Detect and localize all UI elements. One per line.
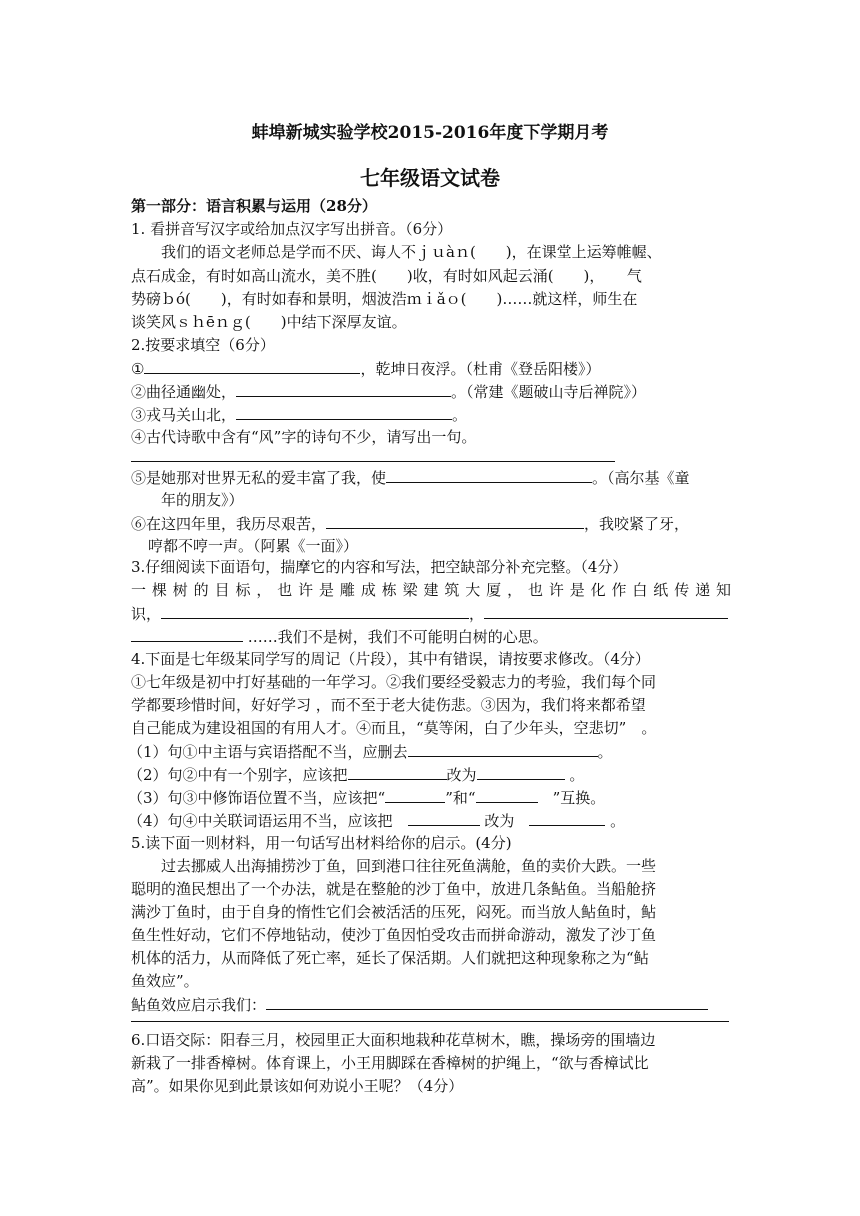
q3-line1: 一棵树的目标，也许是雕成栋梁建筑大厦，也许是化作白纸传递知 xyxy=(131,581,731,599)
q2-c-blank[interactable] xyxy=(236,404,452,420)
q2-e-blank[interactable] xyxy=(386,467,592,483)
q4-sub3: （3）句③中修饰语位置不当，应该把“ ”和“ ”互换。 xyxy=(128,789,606,807)
q2-d-answer-line[interactable] xyxy=(131,461,615,462)
q3-blank-2[interactable] xyxy=(484,603,728,619)
q2-item-b: ②曲径通幽处， 。（常建《题破山寺后禅院》） xyxy=(131,383,647,401)
q3-line2: 识， ， xyxy=(131,603,731,624)
q4-sub4-blank-1[interactable] xyxy=(408,810,480,826)
q4-sub4: （4）句④中关联词语运用不当，应该把 改为 。 xyxy=(128,812,626,830)
q5-answer: 鲇鱼效应启示我们： xyxy=(131,994,731,1015)
q5-line5: 机体的活力，从而降低了死亡率，延长了保活期。人们就把这种现象称之为“鲇 xyxy=(131,949,649,967)
q5-line2: 聪明的渔民想出了一个办法，就是在整舱的沙丁鱼中，放进几条鲇鱼。当船舱挤 xyxy=(131,880,657,898)
q5-answer-line-2[interactable] xyxy=(131,1021,729,1022)
q3-line3: ……我们不是树，我们不可能明白树的心思。 xyxy=(131,626,731,647)
q4-line3: 自己能成为建设祖国的有用人才。④而且，“莫等闲，白了少年头，空悲切” 。 xyxy=(131,719,657,737)
q4-stem: 4.下面是七年级某同学写的周记（片段），其中有错误，请按要求修改。（4分） xyxy=(131,650,650,668)
q2-item-d: ④古代诗歌中含有“风”字的诗句不少，请写出一句。 xyxy=(131,428,477,446)
q4-sub2-blank-1[interactable] xyxy=(348,764,447,780)
q4-sub1-blank[interactable] xyxy=(408,741,598,757)
q4-line2: 学都要珍惜时间，好好学习 ，而不至于老大徒伤悲。③因为，我们将来都希望 xyxy=(131,696,646,714)
q2-stem: 2.按要求填空（6分） xyxy=(131,336,275,354)
q4-sub4-blank-2[interactable] xyxy=(529,810,605,826)
q2-item-e: ⑤是她那对世界无私的爱丰富了我，使 。（高尔基《童 xyxy=(131,469,690,487)
q2-item-f: ⑥在这四年里，我历尽艰苦， ，我咬紧了牙， xyxy=(131,515,690,533)
part1-heading: 第一部分：语言积累与运用（28分） xyxy=(131,197,377,215)
q2-b-blank[interactable] xyxy=(236,381,451,397)
q5-answer-blank[interactable] xyxy=(266,994,708,1010)
q4-sub2-blank-2[interactable] xyxy=(477,764,565,780)
q2-item-e-cont: 年的朋友》） xyxy=(161,491,244,509)
q2-item-f-cont: 哼都不哼一声。（阿累《一面》） xyxy=(148,537,359,555)
q5-stem: 5.读下面一则材料，用一句话写出材料给你的启示。(4分) xyxy=(131,834,512,852)
q2-f-blank[interactable] xyxy=(326,513,584,529)
q1-line2: 点石成金，有时如高山流水，美不胜( )收，有时如风起云涌( )， 气 xyxy=(131,267,642,285)
q3-stem: 3.仔细阅读下面语句，揣摩它的内容和写法，把空缺部分补充完整。（4分） xyxy=(131,558,628,576)
q3-blank-1[interactable] xyxy=(161,603,469,619)
q5-line1: 过去挪威人出海捕捞沙丁鱼，回到港口往往死鱼满舱，鱼的卖价大跌。一些 xyxy=(161,857,657,875)
q2-a-blank[interactable] xyxy=(144,358,360,374)
q1-line3: 势磅ｂó( )，有时如春和景明，烟波浩ｍｉǎｏ( )……就这样，师生在 xyxy=(131,290,638,308)
q5-line3: 满沙丁鱼时，由于自身的惰性它们会被活活的压死，闷死。而当放人鲇鱼时，鲇 xyxy=(131,903,657,921)
q2-item-a: ① ，乾坤日夜浮。（杜甫《登岳阳楼》） xyxy=(131,360,601,378)
q4-sub3-blank-1[interactable] xyxy=(385,787,445,803)
q6-line1: 6.口语交际：阳春三月，校园里正大面积地栽种花草树木，瞧，操场旁的围墙边 xyxy=(131,1031,656,1049)
q1-line1: 我们的语文老师总是学而不厌、诲人不ｊｕàｎ( )，在课堂上运筹帷幄、 xyxy=(161,243,662,261)
q6-line3: 高”。如果你见到此景该如何劝说小王呢？（4分） xyxy=(131,1077,464,1095)
q5-line6: 鱼效应”。 xyxy=(131,972,199,990)
q1-line4: 谈笑风ｓｈēｎｇ( )中结下深厚友谊。 xyxy=(131,313,407,331)
q4-sub3-blank-2[interactable] xyxy=(476,787,538,803)
exam-subtitle: 七年级语文试卷 xyxy=(360,166,500,190)
q4-sub1: （1）句①中主语与宾语搭配不当，应删去 。 xyxy=(128,743,613,761)
q2-item-c: ③戎马关山北， 。 xyxy=(131,406,468,424)
q4-line1: ①七年级是初中打好基础的一年学习。②我们要经受毅志力的考验，我们每个同 xyxy=(131,673,657,691)
q1-stem: 1. 看拼音写汉字或给加点汉字写出拼音。（6分） xyxy=(131,220,453,238)
q3-blank-3[interactable] xyxy=(131,626,243,642)
exam-title: 蚌埠新城实验学校2015-2016年度下学期月考 xyxy=(251,123,609,143)
q4-sub2: （2）句②中有一个别字，应该把 改为 。 xyxy=(128,766,585,784)
q6-line2: 新栽了一排香樟树。体育课上，小王用脚踩在香樟树的护绳上，“欲与香樟试比 xyxy=(131,1054,649,1072)
q5-line4: 鱼生性好动，它们不停地钻动，使沙丁鱼因怕受攻击而拼命游动，激发了沙丁鱼 xyxy=(131,926,657,944)
